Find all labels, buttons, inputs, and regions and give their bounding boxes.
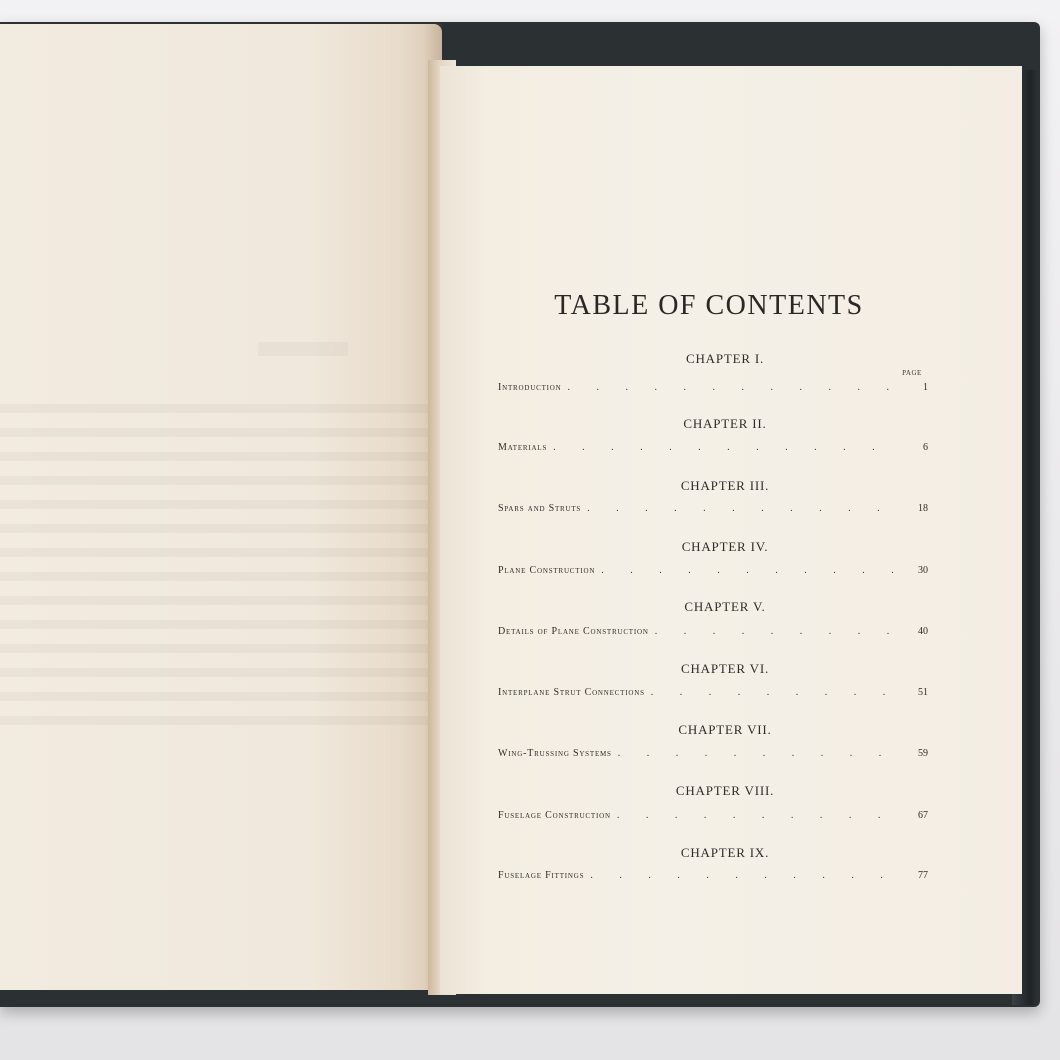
dot-leader bbox=[587, 503, 896, 514]
entry-page-number: 77 bbox=[918, 870, 928, 881]
entry-title: Spars and Struts bbox=[498, 503, 582, 514]
entry-page-number: 40 bbox=[918, 626, 928, 637]
show-through-text bbox=[0, 404, 440, 734]
chapter-heading: CHAPTER VI. bbox=[680, 661, 769, 676]
toc-entry[interactable] bbox=[498, 687, 928, 703]
chapter-heading: CHAPTER V. bbox=[684, 599, 766, 614]
chapter-heading: CHAPTER VIII. bbox=[675, 783, 775, 798]
chapter-heading: CHAPTER IX. bbox=[680, 845, 770, 860]
chapter-heading: CHAPTER I. bbox=[685, 351, 765, 366]
entry-title: Details of Plane Construction bbox=[498, 626, 649, 637]
toc-entry[interactable] bbox=[498, 626, 928, 642]
entry-title: Introduction bbox=[498, 382, 562, 393]
dot-leader bbox=[655, 626, 896, 637]
entry-page-number: 67 bbox=[918, 810, 928, 821]
entry-title: Fuselage Fittings bbox=[498, 870, 585, 881]
chapter-heading: CHAPTER VII. bbox=[678, 722, 772, 737]
entry-page-number: 18 bbox=[918, 503, 928, 514]
dot-leader bbox=[617, 810, 896, 821]
toc-entry[interactable] bbox=[498, 870, 928, 886]
dot-leader bbox=[553, 442, 896, 453]
toc-entry[interactable] bbox=[498, 748, 928, 764]
chapter-heading: CHAPTER II. bbox=[683, 416, 767, 431]
entry-title: Fuselage Construction bbox=[498, 810, 611, 821]
entry-page-number: 1 bbox=[923, 382, 928, 393]
chapter-heading: CHAPTER III. bbox=[680, 478, 770, 493]
left-page bbox=[0, 24, 442, 990]
entry-page-number: 51 bbox=[918, 687, 928, 698]
dot-leader bbox=[601, 565, 896, 576]
toc-entry[interactable] bbox=[498, 810, 928, 826]
dot-leader bbox=[651, 687, 896, 698]
show-through-heading bbox=[258, 342, 348, 356]
entry-page-number: 59 bbox=[918, 748, 928, 759]
toc-entry[interactable] bbox=[498, 442, 928, 458]
chapter-heading: CHAPTER IV. bbox=[681, 539, 769, 554]
entry-title: Materials bbox=[498, 442, 548, 453]
dot-leader bbox=[567, 382, 896, 393]
dot-leader bbox=[590, 870, 896, 881]
entry-title: Plane Construction bbox=[498, 565, 596, 576]
toc-entry[interactable] bbox=[498, 382, 928, 398]
toc-entry[interactable] bbox=[498, 565, 928, 581]
entry-title: Wing-Trussing Systems bbox=[498, 748, 612, 759]
page-column-label: PAGE bbox=[902, 369, 922, 377]
dot-leader bbox=[618, 748, 896, 759]
toc-title: TABLE OF CONTENTS bbox=[554, 290, 864, 321]
entry-page-number: 30 bbox=[918, 565, 928, 576]
toc-entry[interactable] bbox=[498, 503, 928, 519]
entry-page-number: 6 bbox=[923, 442, 928, 453]
entry-title: Interplane Strut Connections bbox=[498, 687, 645, 698]
